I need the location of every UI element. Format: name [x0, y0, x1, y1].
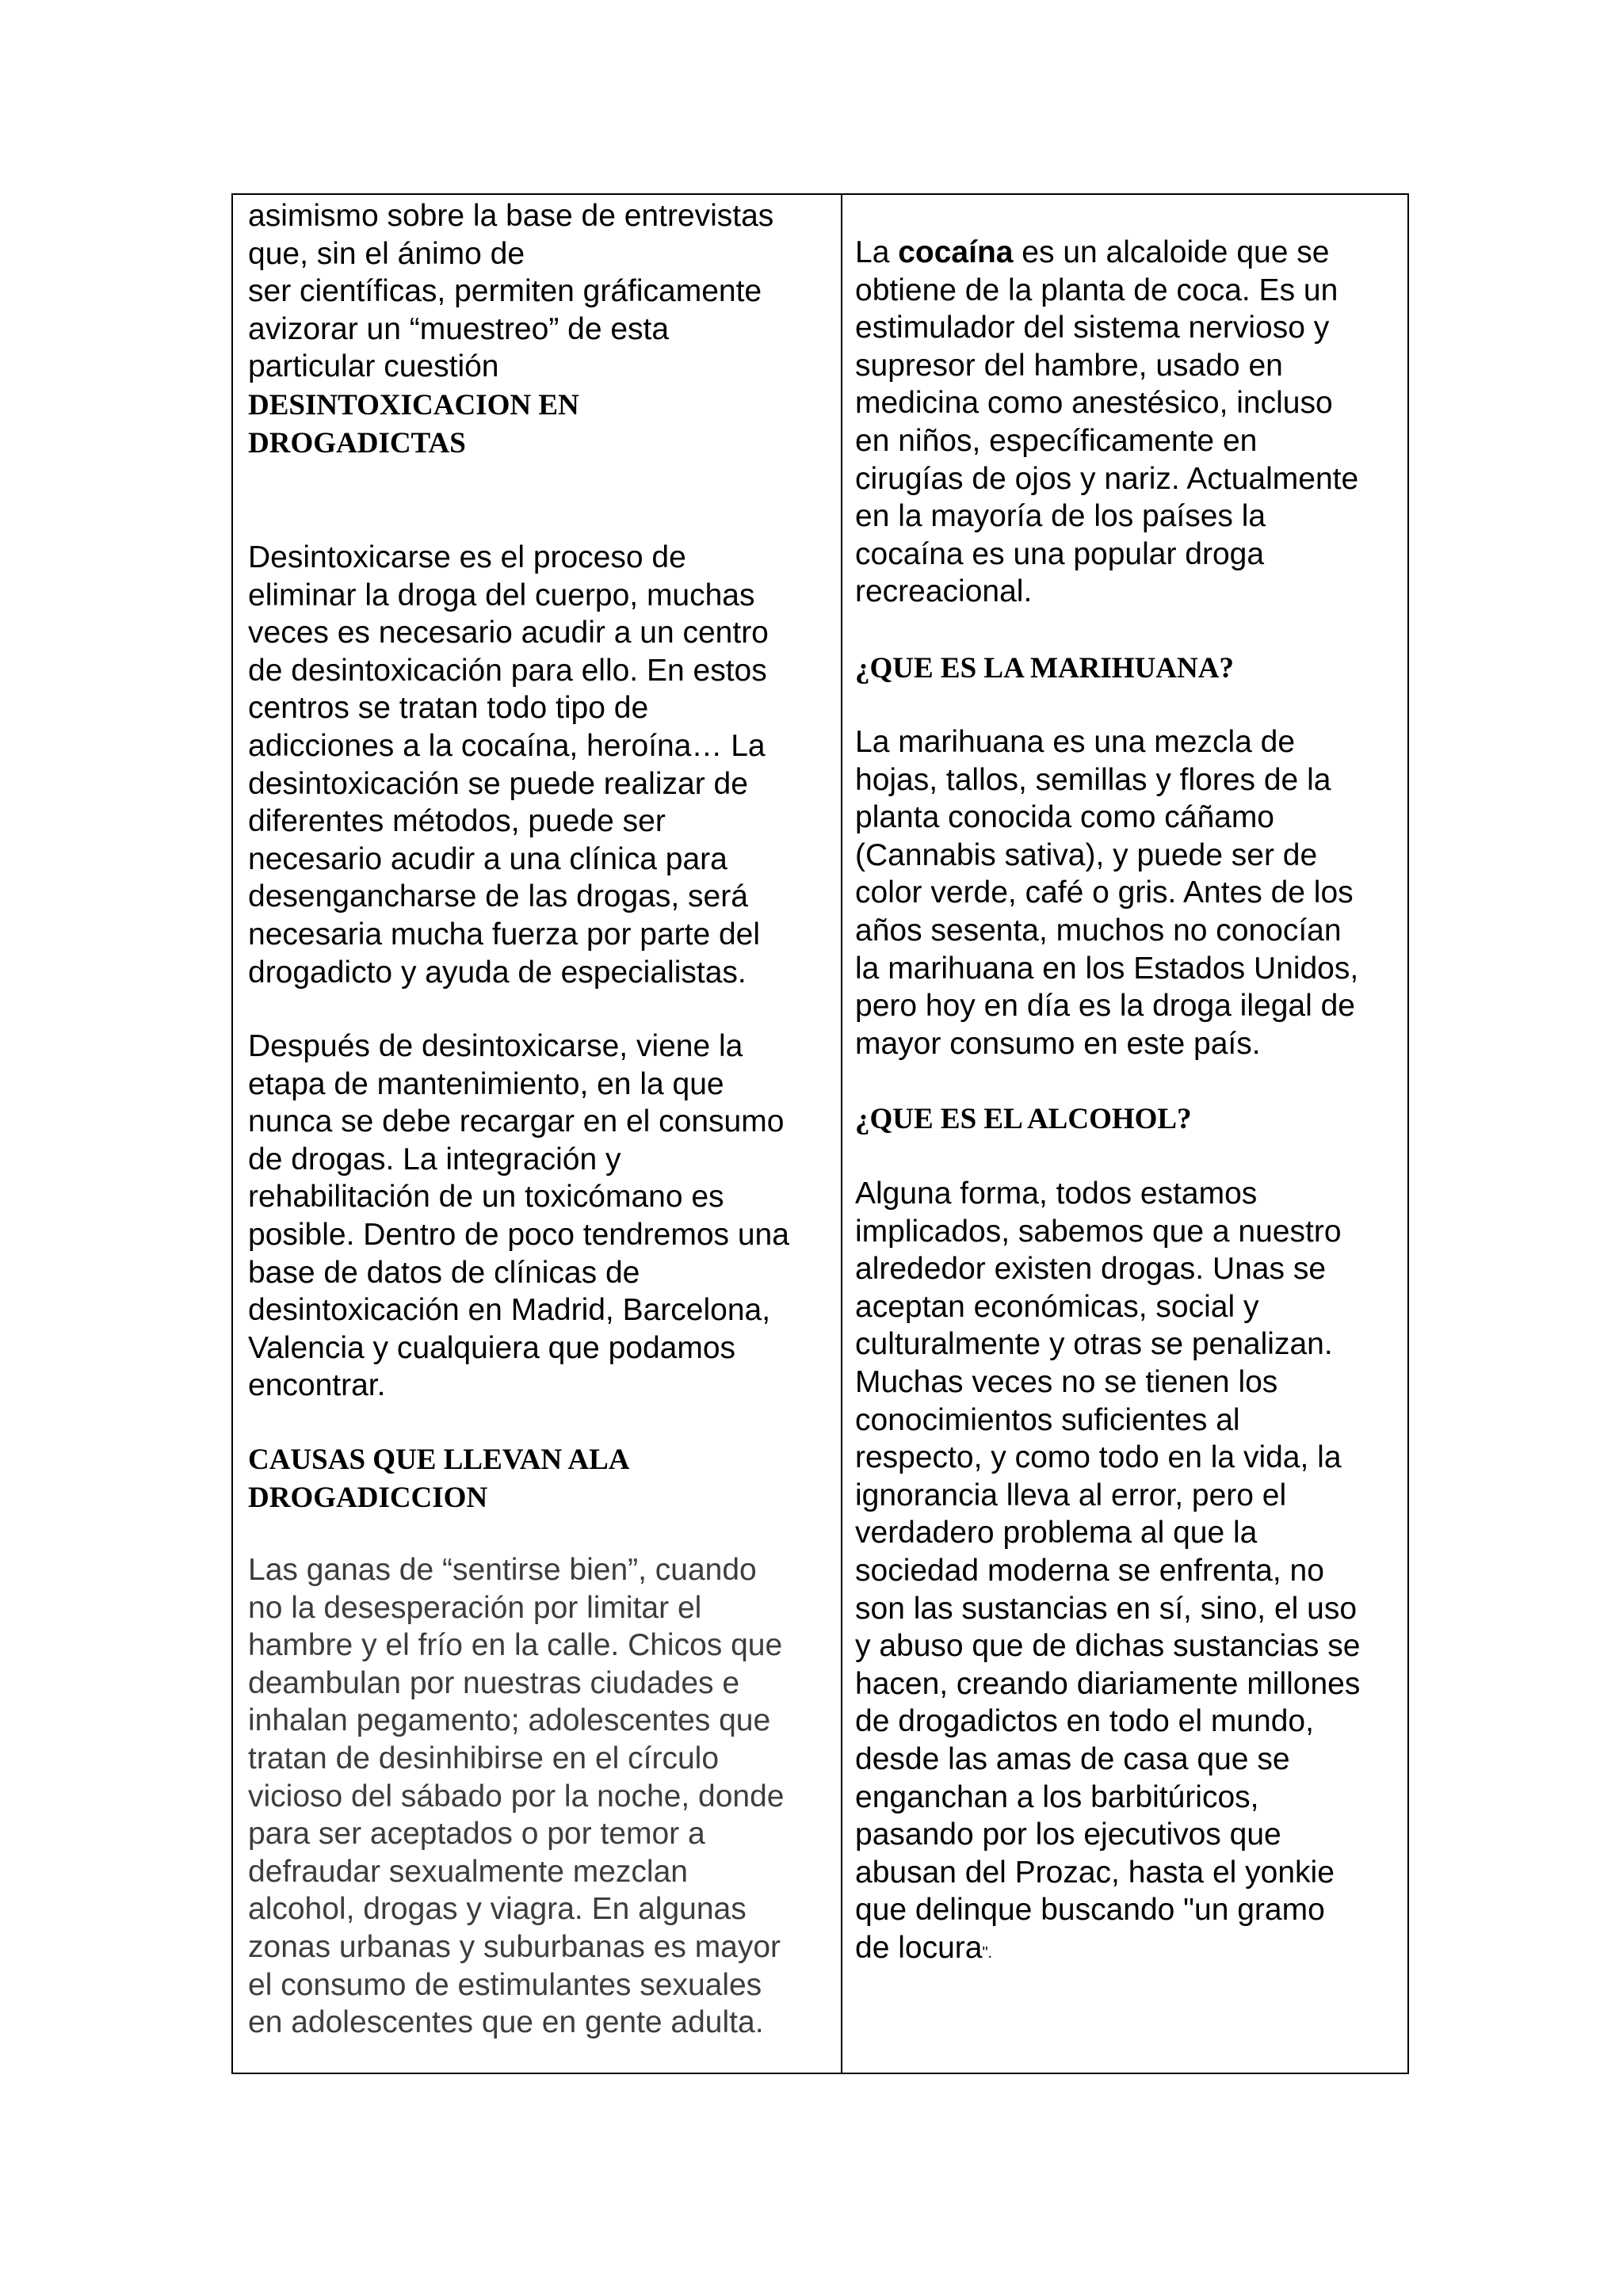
column-divider — [841, 195, 842, 2073]
marihuana-paragraph-block — [855, 723, 1402, 1062]
cocaina-block — [855, 234, 1402, 611]
desintoxicacion-paragraph-2: Después de desintoxicarse, viene la etapa de mantenimiento, en la que nunca se debe recargar en el consumo de drogas. La integración y rehabilitación de un toxicómano es posible. Dentro de poco tendremos una base de datos de clínicas de desintoxicación en Madrid, Barcelona, Valencia y cualquiera que podamos encontrar. — [248, 1029, 789, 1403]
desintoxicacion-paragraph-1-block — [248, 539, 827, 991]
heading-alcohol: ¿QUE ES EL ALCOHOL? — [855, 1103, 1192, 1135]
cocaina-term: cocaína — [898, 235, 1014, 269]
heading-marihuana-block — [855, 650, 1402, 688]
heading-desintoxicacion: DESINTOXICACION EN DROGADICTAS — [248, 389, 579, 460]
heading-alcohol-block — [855, 1100, 1402, 1138]
heading-causas: CAUSAS QUE LLEVAN ALA DROGADICCION — [248, 1444, 630, 1514]
causas-paragraph: Las ganas de “sentirse bien”, cuando no la desesperación por limitar el hambre y el frío en la calle. Chicos que deambulan por nuestras ciudades e inhalan pegamento; adolescentes que tratan de desinhibirse en el círculo vicioso del sábado por la noche, donde para ser aceptados o por temor a defraudar sexualmente mezclan alcohol, drogas y viagra. En algunas zonas urbanas y suburbanas es mayor el consumo de estimulantes sexuales en adolescentes que en gente adulta. — [248, 1553, 785, 2040]
alcohol-closing-quote: ". — [982, 1943, 993, 1962]
causas-paragraph-block — [248, 1551, 827, 2042]
marihuana-paragraph: La marihuana es una mezcla de hojas, tallos, semillas y flores de la planta conocida como cáñamo (Cannabis sativa), y puede ser de color verde, café o gris. Antes de los años sesenta, muchos no conocían la marihuana en los Estados Unidos, pero hoy en día es la droga ilegal de mayor consumo en este país. — [855, 725, 1359, 1061]
heading-marihuana: ¿QUE ES LA MARIHUANA? — [855, 652, 1234, 685]
intro-paragraph: asimismo sobre la base de entrevistas que, sin el ánimo de ser científicas, permiten gráficamente avizorar un “muestreo” de esta particular cuestión — [248, 199, 774, 384]
desintoxicacion-paragraph-1: Desintoxicarse es el proceso de eliminar la droga del cuerpo, muchas veces es necesario acudir a un centro de desintoxicación para ello. En estos centros se tratan todo tipo de adicciones a la cocaína, heroína… La desintoxicación se puede realizar de diferentes métodos, puede ser necesario acudir a una clínica para desengancharse de las drogas, será necesaria mucha fuerza por parte del drogadicto y ayuda de especialistas. — [248, 540, 769, 990]
intro-block — [248, 197, 827, 386]
heading-causas-block — [248, 1441, 827, 1517]
heading-desintoxicacion-block — [248, 387, 827, 463]
desintoxicacion-paragraph-2-block — [248, 1028, 827, 1405]
two-column-table — [231, 193, 1409, 2074]
cocaina-text: es un alcaloide que se obtiene de la planta de coca. Es un estimulador del sistema nervioso y supresor del hambre, usado en medicina como anestésico, incluso en niños, específicamente en cirugías de ojos y nariz. Actualmente en la mayoría de los países la cocaína es una popular droga recreacional. — [855, 235, 1359, 609]
alcohol-paragraph-block — [855, 1175, 1402, 1972]
alcohol-paragraph — [855, 1175, 1402, 1972]
alcohol-text: Alguna forma, todos estamos implicados, sabemos que a nuestro alrededor existen drogas. Unas se aceptan económicas, social y culturalmente y otras se penalizan. Muchas veces no se tienen los conocimientos suficientes al respecto, y como todo en la vida, la ignorancia lleva al error, pero el verdadero problema al que la sociedad moderna se enfrenta, no son las sustancias en sí, sino, el uso y abuso que de dichas sustancias se hacen, creando diariamente millones de drogadictos en todo el mundo, desde las amas de casa que se enganchan a los barbitúricos, pasando por los ejecutivos que abusan del Prozac, hasta el yonkie que delinque buscando "un gramo de locura — [855, 1177, 1361, 1965]
cocaina-paragraph — [855, 234, 1402, 611]
cocaina-prefix: La — [855, 235, 899, 269]
